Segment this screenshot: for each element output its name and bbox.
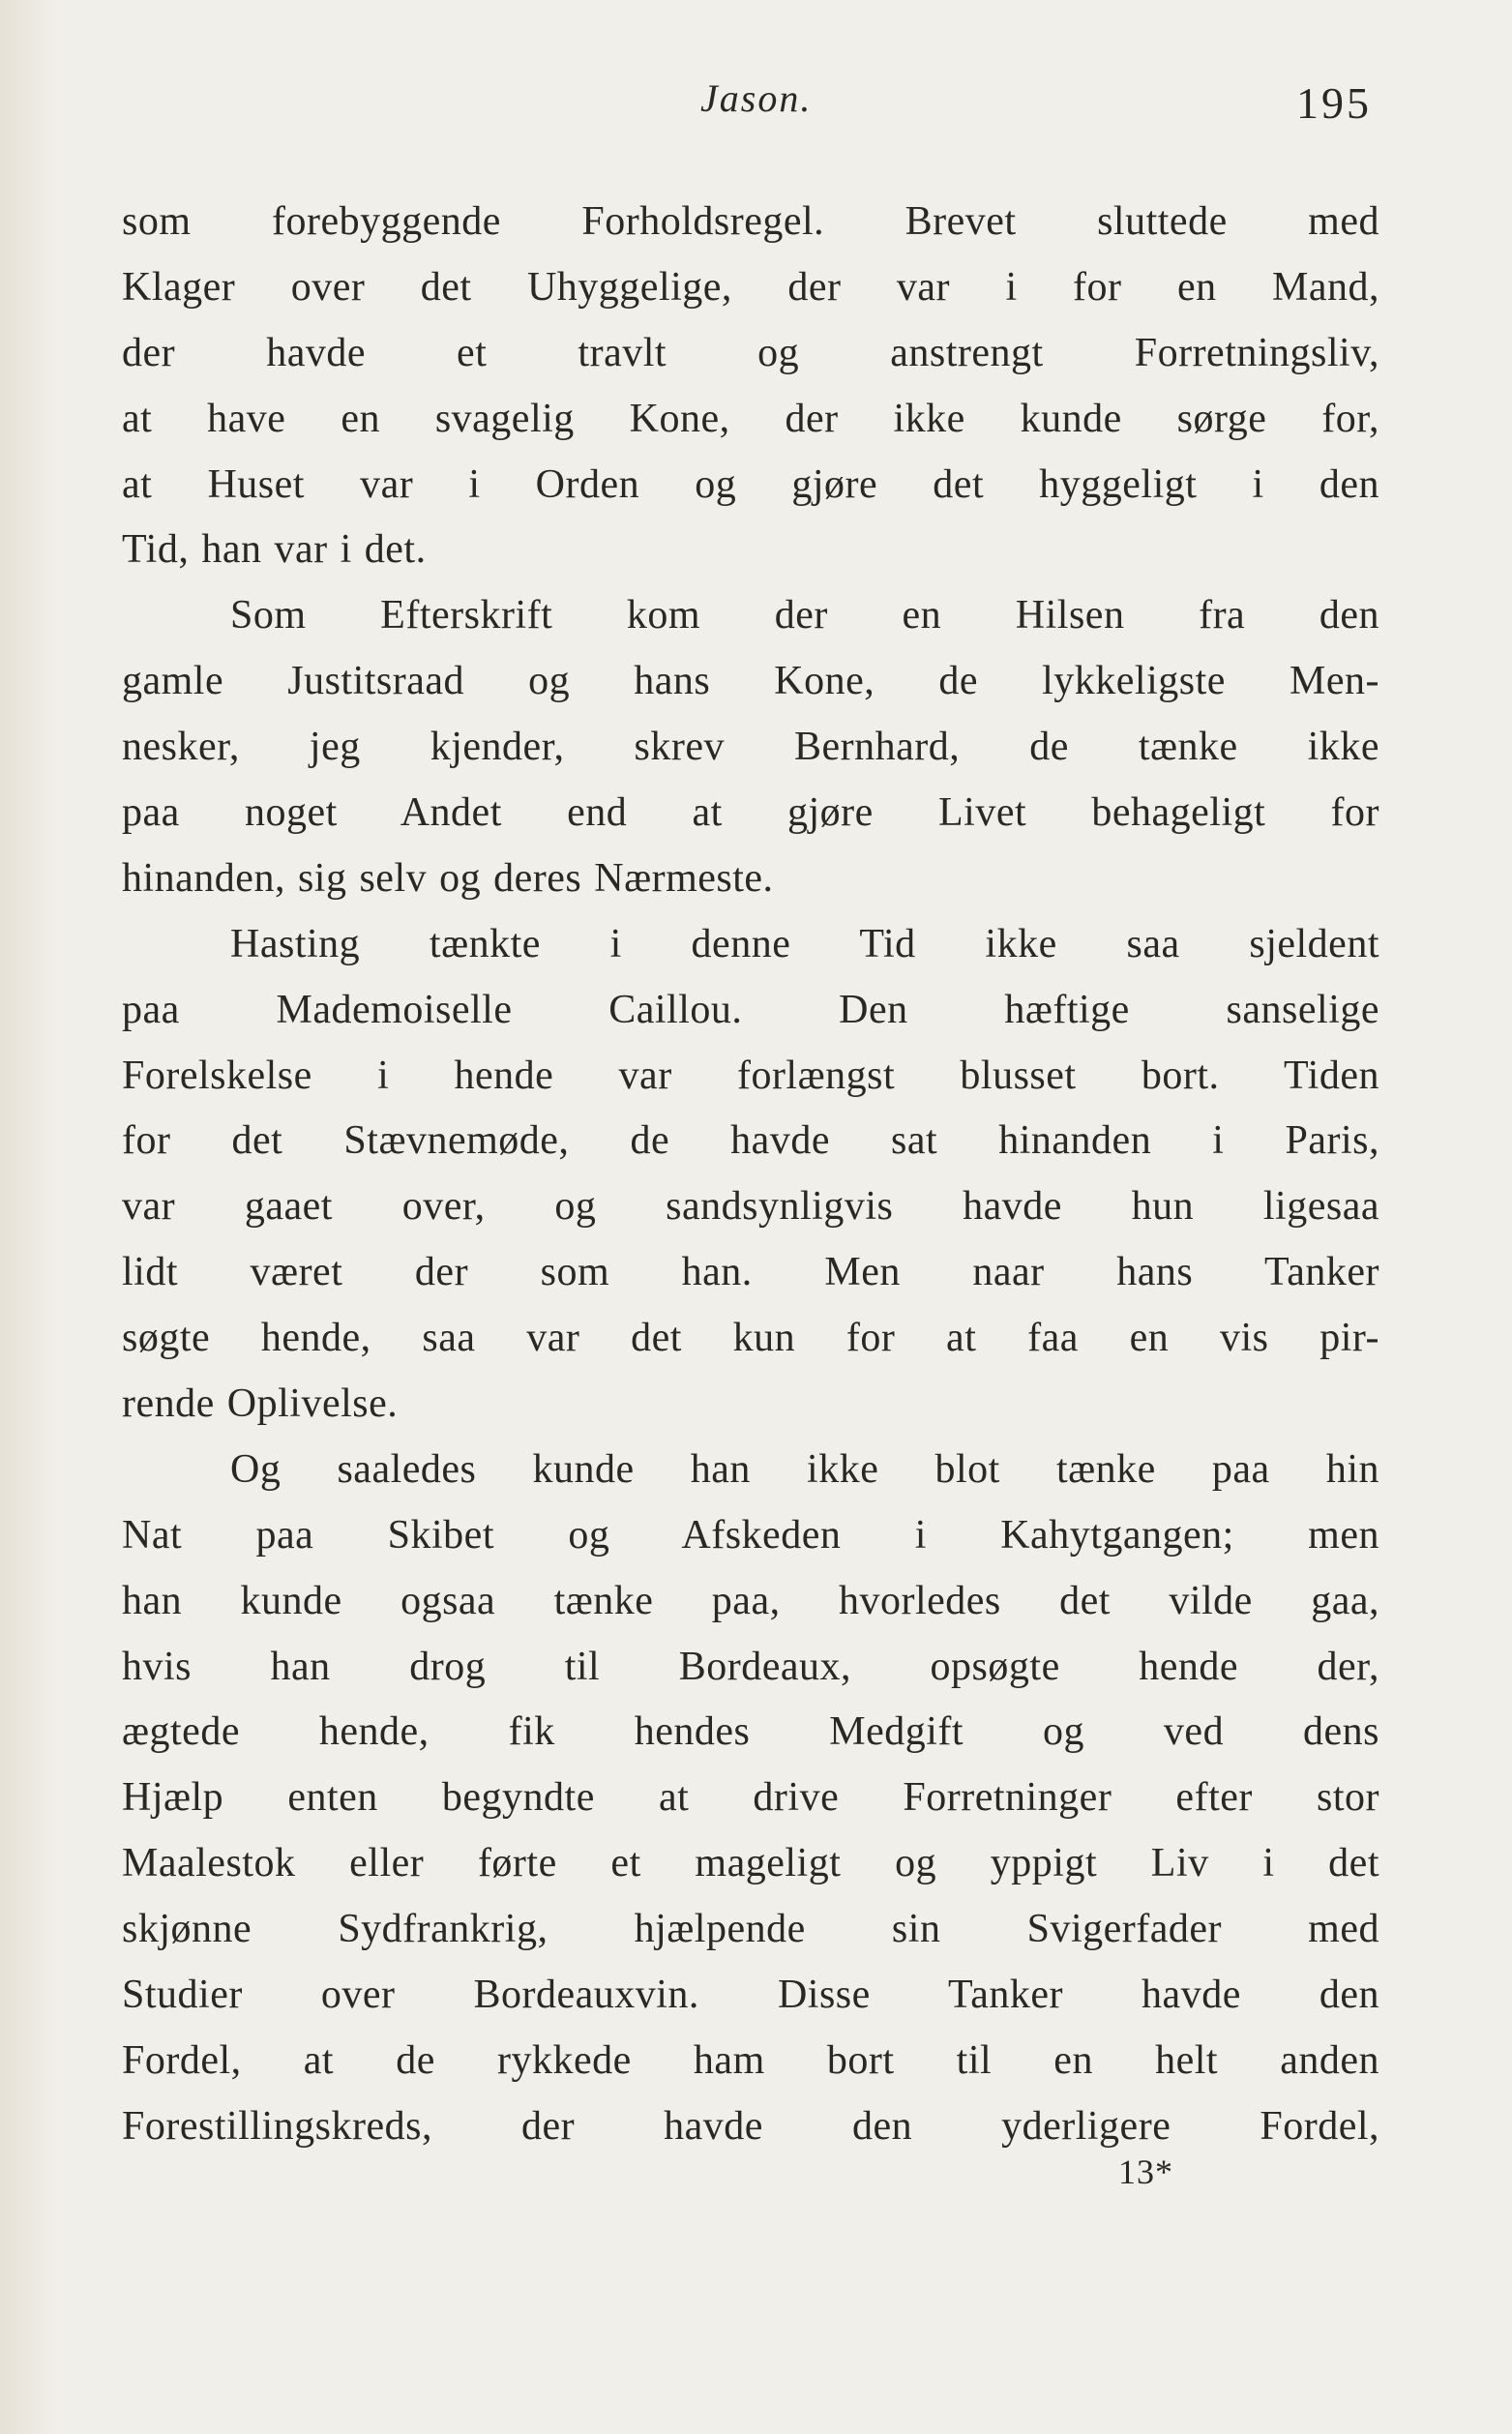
text-line: var gaaet over, og sandsynligvis havde hun ligesaa <box>122 1184 1379 1230</box>
text-line: ægtede hende, fik hendes Medgift og ved dens <box>122 1709 1379 1755</box>
text-line: Fordel, at de rykkede ham bort til en helt anden <box>122 2037 1379 2083</box>
text-line: gamle Justitsraad og hans Kone, de lykkeligste Men- <box>122 659 1379 704</box>
text-line: søgte hende, saa var det kun for at faa en vis pir- <box>122 1316 1379 1361</box>
text-line: at have en svagelig Kone, der ikke kunde sørge for, <box>122 396 1379 441</box>
text-line: Nat paa Skibet og Afskeden i Kahytgangen; men <box>122 1512 1379 1558</box>
text-line: paa noget Andet end at gjøre Livet behageligt for <box>122 790 1379 836</box>
text-line: Tid, han var i det. <box>122 527 427 573</box>
text-line: hinanden, sig selv og deres Nærmeste. <box>122 855 774 901</box>
text-line: Hjælp enten begyndte at drive Forretninger efter stor <box>122 1775 1379 1821</box>
text-line: lidt været der som han. Men naar hans Tanker <box>122 1250 1379 1295</box>
signature-mark: 13* <box>1118 2152 1173 2191</box>
paragraph-start-line: Og saaledes kunde han ikke blot tænke paa hin <box>230 1446 1379 1492</box>
text-line: han kunde ogsaa tænke paa, hvorledes det vilde gaa, <box>122 1578 1379 1623</box>
text-line: Maalestok eller førte et mageligt og yppigt Liv i det <box>122 1841 1379 1886</box>
text-line: rende Oplivelse. <box>122 1381 399 1427</box>
text-line: Forestillingskreds, der havde den yderligere Fordel, <box>122 2103 1379 2149</box>
page-number: 195 <box>1296 78 1372 128</box>
text-line: Klager over det Uhyggelige, der var i for en Mand, <box>122 264 1379 310</box>
text-line: Studier over Bordeauxvin. Disse Tanker havde den <box>122 1973 1379 2018</box>
text-line: hvis han drog til Bordeaux, opsøgte hende der, <box>122 1644 1379 1689</box>
text-line: paa Mademoiselle Caillou. Den hæftige sanselige <box>122 987 1379 1032</box>
paragraph-start-line: Som Efterskrift kom der en Hilsen fra den <box>230 593 1379 638</box>
paragraph-start-line: Hasting tænkte i denne Tid ikke saa sjeldent <box>230 921 1379 966</box>
body-text <box>122 190 1379 2160</box>
text-line: for det Stævnemøde, de havde sat hinanden i Paris, <box>122 1118 1379 1164</box>
text-line: Forelskelse i hende var forlængst blusset bort. Tiden <box>122 1053 1379 1098</box>
text-line: skjønne Sydfrankrig, hjælpende sin Svigerfader med <box>122 1907 1379 1952</box>
text-line: at Huset var i Orden og gjøre det hyggeligt i den <box>122 461 1379 507</box>
running-title: Jason. <box>700 76 813 120</box>
text-line: nesker, jeg kjender, skrev Bernhard, de tænke ikke <box>122 725 1379 770</box>
text-line: som forebyggende Forholdsregel. Brevet sluttede med <box>122 199 1379 244</box>
text-line: der havde et travlt og anstrengt Forretningsliv, <box>122 330 1379 375</box>
